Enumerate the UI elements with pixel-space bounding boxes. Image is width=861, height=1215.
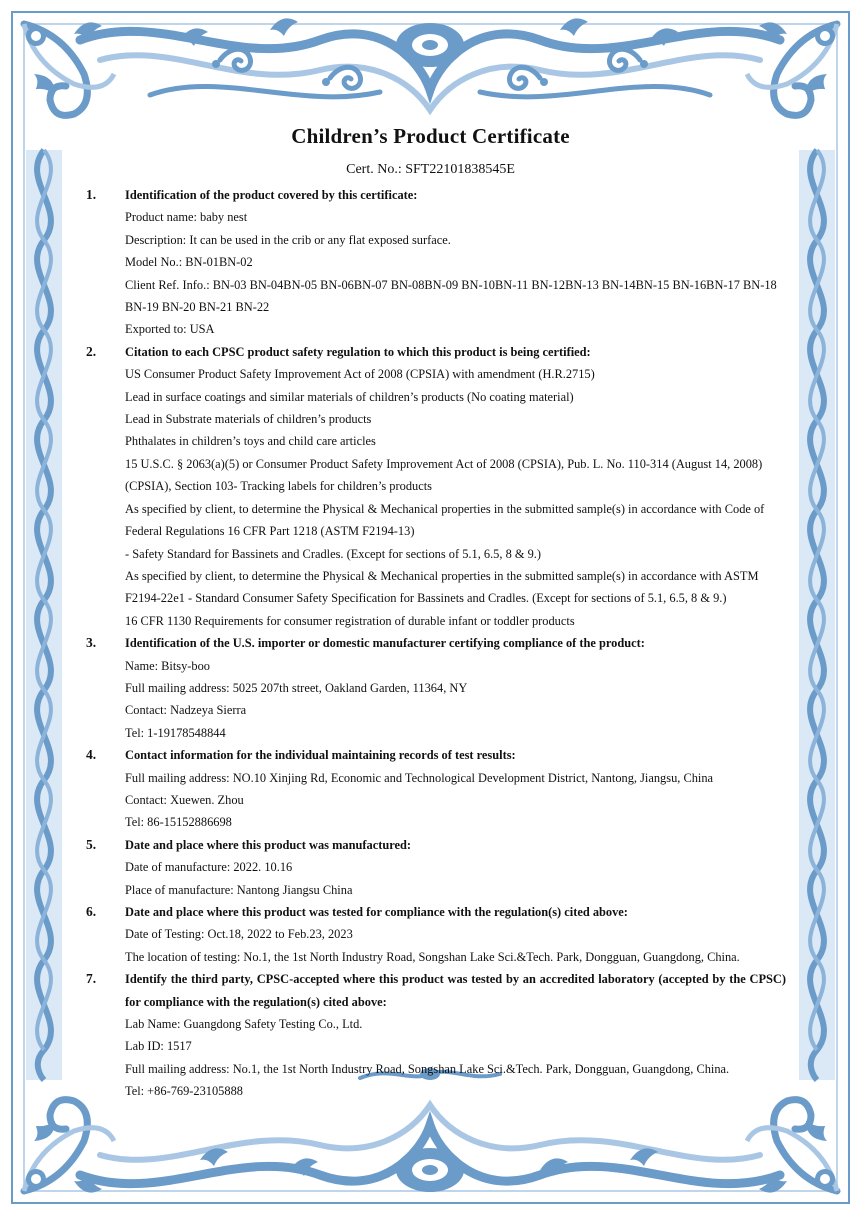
section-heading: Date and place where this product was tested for compliance with the regulation(s) cited above:	[125, 905, 628, 919]
lab-address: Full mailing address: No.1, the 1st North Industry Road, Songshan Lake Sci.&Tech. Park, Dongguan, Guangdong, China.	[125, 1061, 730, 1076]
section-7	[86, 968, 786, 1102]
certificate-title: Children’s Product Certificate	[291, 124, 570, 148]
importer-name: Name: Bitsy-boo	[125, 658, 211, 673]
section-number: 6.	[86, 904, 97, 919]
regulation-line: US Consumer Product Safety Improvement Act of 2008 (CPSIA) with amendment (H.R.2715)	[125, 367, 595, 382]
exported-to: Exported to: USA	[125, 322, 215, 337]
section-5	[86, 834, 786, 901]
regulation-line: Phthalates in children’s toys and child care articles	[125, 434, 376, 449]
section-heading: Identification of the product covered by this certificate:	[125, 188, 418, 202]
certificate-number: Cert. No.: SFT22101838545E	[346, 162, 515, 177]
client-ref-info: Client Ref. Info.: BN-03 BN-04BN-05 BN-06BN-07 BN-08BN-09 BN-10BN-11 BN-12BN-13 BN-14BN-15 BN-16BN-17 BN-18 BN-19 BN-20 BN-21 BN-22	[125, 277, 777, 315]
regulation-line: As specified by client, to determine the Physical & Mechanical properties in the submitted sample(s) in accordance with ASTM F2194-22e1 - Standard Consumer Safety Specification for Bassinets and Cradles. (Except for sections of 5.1, 6.5, 8 & 9.)	[125, 568, 759, 606]
regulation-line: - Safety Standard for Bassinets and Cradles. (Except for sections of 5.1, 6.5, 8 & 9.)	[125, 546, 542, 561]
manufacture-place: Place of manufacture: Nantong Jiangsu China	[125, 882, 353, 897]
section-number: 1.	[86, 187, 97, 202]
section-heading: Citation to each CPSC product safety regulation to which this product is being certified:	[125, 344, 591, 359]
records-tel: Tel: 86-15152886698	[125, 815, 232, 830]
regulation-line: 16 CFR 1130 Requirements for consumer registration of durable infant or toddler products	[125, 613, 575, 628]
manufacture-date: Date of manufacture: 2022. 10.16	[125, 860, 293, 875]
section-heading: Date and place where this product was manufactured:	[125, 837, 412, 852]
section-heading: Contact information for the individual maintaining records of test results:	[125, 748, 516, 763]
section-number: 5.	[86, 836, 97, 852]
section-heading: Identification of the U.S. importer or domestic manufacturer certifying compliance of the product:	[125, 636, 645, 651]
lab-tel: Tel: +86-769-23105888	[125, 1084, 243, 1099]
section-6	[86, 901, 786, 968]
regulation-line: As specified by client, to determine the Physical & Mechanical properties in the submitted sample(s) in accordance with Code of Federal Regulations 16 CFR Part 1218 (ASTM F2194-13)	[125, 501, 765, 539]
certificate-body	[86, 184, 786, 1103]
importer-tel: Tel: 1-19178548844	[125, 725, 226, 740]
testing-date: Date of Testing: Oct.18, 2022 to Feb.23, 2023	[125, 927, 353, 942]
product-name: Product name: baby nest	[125, 210, 248, 225]
testing-location: The location of testing: No.1, the 1st North Industry Road, Songshan Lake Sci.&Tech. Park, Dongguan, Guangdong, China.	[125, 949, 740, 964]
model-number: Model No.: BN-01BN-02	[125, 255, 253, 270]
section-number: 7.	[86, 971, 97, 987]
section-number: 3.	[86, 635, 97, 651]
regulation-line: 15 U.S.C. § 2063(a)(5) or Consumer Product Safety Improvement Act of 2008 (CPSIA), Pub. L. No. 110-314 (August 14, 2008) (CPSIA), Section 103- Tracking labels for children’s products	[125, 456, 763, 494]
section-2	[86, 341, 786, 632]
importer-contact: Contact: Nadzeya Sierra	[125, 703, 247, 718]
regulation-line: Lead in Substrate materials of children’s products	[125, 412, 372, 427]
records-address: Full mailing address: NO.10 Xinjing Rd, Economic and Technological Development District, Nantong, Jiangsu, China	[125, 770, 714, 785]
regulation-line: Lead in surface coatings and similar materials of children’s products (No coating material)	[125, 389, 574, 404]
section-number: 2.	[86, 343, 97, 359]
section-4	[86, 744, 786, 834]
records-contact: Contact: Xuewen. Zhou	[125, 792, 244, 807]
section-1	[86, 184, 786, 341]
lab-id: Lab ID: 1517	[125, 1039, 192, 1054]
importer-address: Full mailing address: 5025 207th street, Oakland Garden, 11364, NY	[125, 680, 468, 695]
section-number: 4.	[86, 747, 97, 763]
product-description: Description: It can be used in the crib or any flat exposed surface.	[125, 232, 451, 247]
lab-name: Lab Name: Guangdong Safety Testing Co., Ltd.	[125, 1017, 363, 1032]
section-heading: Identify the third party, CPSC-accepted where this product was tested by an accredited laboratory (accepted by the CPSC) for compliance with the regulation(s) cited above:	[125, 972, 786, 1009]
section-3	[86, 632, 786, 744]
